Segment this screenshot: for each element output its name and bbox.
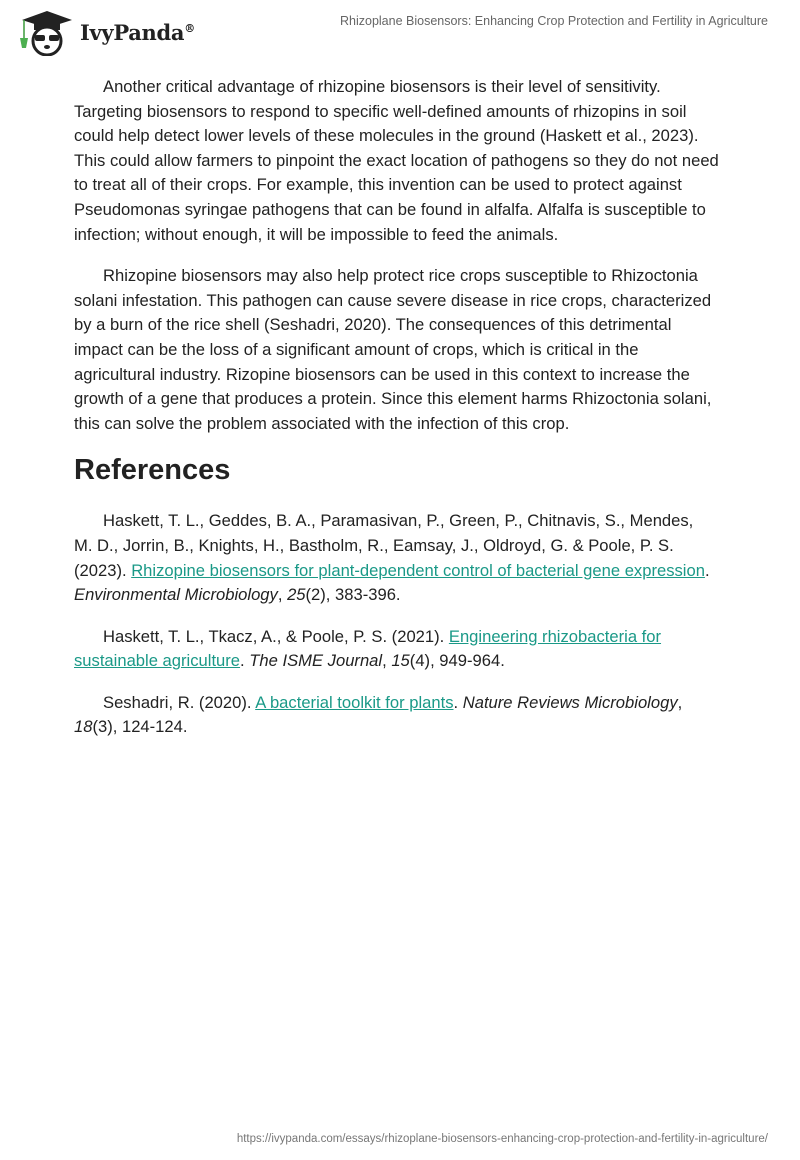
references-heading: References bbox=[74, 454, 231, 487]
text-line: This could allow farmers to pinpoint the exact location of pathogens so they do not need bbox=[74, 150, 719, 170]
reference-line bbox=[74, 715, 734, 740]
reference-link[interactable]: sustainable agriculture bbox=[74, 651, 241, 671]
reference-text: . bbox=[240, 651, 250, 671]
italic-text: 25 bbox=[287, 585, 306, 605]
text-line: Another critical advantage of rhizopine biosensors is their level of sensitivity. bbox=[103, 77, 661, 96]
italic-text: 15 bbox=[391, 651, 410, 671]
reference-line bbox=[74, 534, 734, 559]
panda-graduate-icon bbox=[18, 8, 76, 56]
logo-text bbox=[80, 20, 195, 45]
reference-link[interactable]: Engineering rhizobacteria for bbox=[448, 626, 662, 646]
reference-text: M. D., Jorrin, B., Knights, H., Bastholm, R., Eamsay, J., Oldroyd, G. & Poole, P. S. bbox=[74, 535, 674, 555]
text-line: impact can be the loss of a significant amount of crops, which is critical in the bbox=[74, 339, 639, 359]
text-line: to treat all of their crops. For example, this invention can be used to protect against bbox=[74, 175, 682, 195]
reference-line bbox=[74, 559, 734, 584]
text-line: could help detect lower levels of these molecules in the ground (Haskett et al., 2023). bbox=[74, 126, 699, 146]
document-title: Rhizoplane Biosensors: Enhancing Crop Protection and Fertility in Agriculture bbox=[339, 14, 768, 28]
reference-text: (2), 383-396. bbox=[305, 585, 401, 605]
text-line: solani infestation. This pathogen can cause severe disease in rice crops, characterized bbox=[74, 290, 712, 310]
italic-text: The ISME Journal bbox=[249, 651, 383, 671]
reference-text: , bbox=[277, 585, 288, 605]
paragraph bbox=[74, 75, 734, 247]
text-line: infection; without enough, it will be impossible to feed the animals. bbox=[74, 224, 559, 244]
text-line: Rhizopine biosensors may also help protect rice crops susceptible to Rhizoctonia bbox=[103, 266, 698, 286]
ivypanda-logo[interactable] bbox=[18, 8, 195, 56]
text-line: growth of a gene that produces a protein. Since this element harms Rhizoctonia solani, bbox=[74, 389, 712, 409]
reference-text: . bbox=[704, 560, 710, 580]
reference-link[interactable]: A bacterial toolkit for plants bbox=[255, 692, 454, 712]
essay-body bbox=[74, 75, 734, 757]
reference-entry bbox=[74, 509, 734, 607]
registered-mark: ® bbox=[184, 21, 195, 35]
source-url[interactable]: https://ivypanda.com/essays/rhizoplane-biosensors-enhancing-crop-protection-and-fertility-in-agriculture/ bbox=[236, 1133, 768, 1145]
reference-entry bbox=[74, 691, 734, 740]
text-line: agricultural industry. Rizopine biosensors can be used in this context to increase the bbox=[74, 364, 690, 384]
text-line: Targeting biosensors to respond to specific well-defined amounts of rhizopins in soil bbox=[74, 101, 687, 121]
text-line: by a burn of the rice shell (Seshadri, 2020). The consequences of this detrimental bbox=[74, 315, 672, 335]
reference-text: Haskett, T. L., Geddes, B. A., Paramasivan, P., Green, P., Chitnavis, S., Mendes, bbox=[103, 511, 694, 531]
italic-text: 18 bbox=[74, 717, 93, 737]
paragraph bbox=[74, 264, 734, 436]
reference-text: Seshadri, R. (2020). bbox=[103, 692, 256, 712]
reference-text: Haskett, T. L., Tkacz, A., & Poole, P. S. (2021). bbox=[103, 626, 449, 646]
reference-line bbox=[74, 691, 734, 716]
text-line: this can solve the problem associated with the infection of this crop. bbox=[74, 413, 570, 433]
reference-entry bbox=[74, 625, 734, 674]
reference-text: (4), 949-964. bbox=[409, 651, 505, 671]
reference-text: , bbox=[677, 692, 683, 712]
reference-line bbox=[74, 509, 734, 534]
italic-text: Environmental Microbiology bbox=[74, 585, 278, 605]
reference-text: . bbox=[453, 692, 463, 712]
reference-line bbox=[74, 625, 734, 650]
logo-name: IvyPanda bbox=[80, 19, 185, 45]
reference-text: (2023). bbox=[74, 560, 132, 580]
italic-text: Nature Reviews Microbiology bbox=[462, 692, 678, 712]
reference-link[interactable]: Rhizopine biosensors for plant-dependent control of bacterial gene expression bbox=[131, 560, 705, 580]
reference-line bbox=[74, 583, 734, 608]
reference-text: (3), 124-124. bbox=[92, 717, 188, 737]
reference-line bbox=[74, 649, 734, 674]
text-line: Pseudomonas syringae pathogens that can be found in alfalfa. Alfalfa is susceptible to bbox=[74, 199, 706, 219]
reference-text: , bbox=[382, 651, 392, 671]
